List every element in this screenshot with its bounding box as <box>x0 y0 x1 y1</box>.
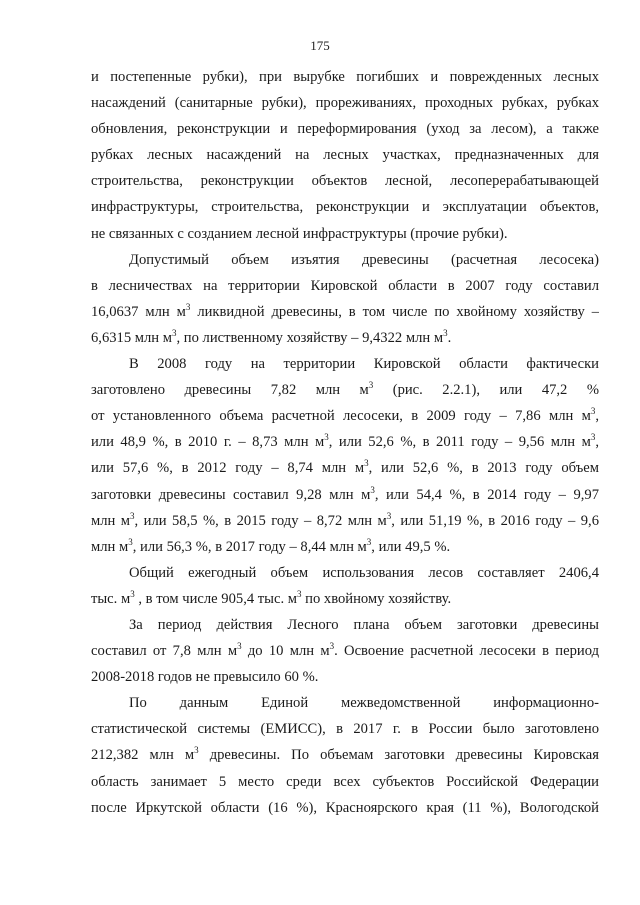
superscript: 3 <box>329 641 335 652</box>
text-segment: или 48,9 %, в 2010 г. – 8,73 млн м <box>91 434 325 451</box>
superscript: 3 <box>194 745 199 756</box>
text-line: По данным Единой межведомственной информационно- <box>129 695 599 712</box>
text-segment: , или 52,6 %, в 2013 году объем <box>368 460 599 477</box>
page-number: 175 <box>310 38 330 53</box>
text-segment: (рис. 2.2.1), или 47,2 % <box>373 382 599 399</box>
text-segment: заготовлено древесины 7,82 млн м <box>91 382 369 399</box>
text-line: Допустимый объем изъятия древесины (расчетная лесосека) <box>129 251 599 268</box>
text-line <box>91 638 599 664</box>
superscript: 3 <box>128 536 133 547</box>
text-segment: заготовки древесины составил 9,28 млн м <box>91 486 371 503</box>
superscript: 3 <box>370 484 375 495</box>
text-segment: 212,382 млн м <box>91 747 195 764</box>
text-line: после Иркутской области (16 %), Красноярского края (11 %), Вологодской <box>91 799 599 816</box>
superscript: 3 <box>590 406 596 417</box>
text-line <box>91 455 599 481</box>
text-segment: или 57,6 %, в 2012 году – 8,74 млн м <box>91 460 365 477</box>
superscript: 3 <box>443 327 448 338</box>
text-segment: , <box>595 408 599 425</box>
text-segment: древесины. По объемам заготовки древесины Кировская <box>198 747 599 764</box>
superscript: 3 <box>130 588 135 599</box>
text-line <box>91 742 599 768</box>
text-line: За период действия Лесного плана объем заготовки древесины <box>129 616 599 633</box>
text-line <box>91 403 599 429</box>
superscript: 3 <box>172 327 177 338</box>
text-segment: , <box>595 434 599 451</box>
text-line <box>91 586 599 612</box>
text-line: обновления, реконструкции и переформирования (уход за лесом), а также <box>91 121 599 138</box>
text-segment: тыс. м <box>91 590 131 607</box>
text-line: 2008-2018 годов не превысило 60 %. <box>91 669 319 686</box>
text-segment: составил от 7,8 млн м <box>91 643 238 660</box>
text-line <box>91 482 599 508</box>
text-line <box>91 534 599 560</box>
text-line <box>91 429 599 455</box>
superscript: 3 <box>297 588 302 599</box>
text-line: рубках лесных насаждений на лесных участках, предназначенных для <box>91 147 599 164</box>
text-segment: , или 49,5 %. <box>371 538 451 555</box>
superscript: 3 <box>366 536 372 547</box>
text-segment: млн м <box>91 512 131 529</box>
text-line: насаждений (санитарные рубки), прореживаниях, проходных рубках, рубках <box>91 95 599 112</box>
text-segment: , в том числе 905,4 тыс. м <box>134 590 297 607</box>
text-segment: , или 56,3 %, в 2017 году – 8,44 млн м <box>132 538 367 555</box>
text-line <box>91 377 599 403</box>
text-segment: 6,6315 млн м <box>91 329 172 346</box>
text-line: строительства, реконструкции объектов лесной, лесоперерабатывающей <box>91 173 599 190</box>
superscript: 3 <box>130 510 135 521</box>
superscript: 3 <box>368 380 374 391</box>
text-segment: . Освоение расчетной лесосеки в период <box>334 643 599 660</box>
text-line: и постепенные рубки), при вырубке погибших и поврежденных лесных <box>91 69 599 85</box>
text-segment: , по лиственному хозяйству – 9,4322 млн м <box>176 329 444 346</box>
superscript: 3 <box>324 432 329 443</box>
text-line <box>91 325 599 351</box>
text-line: в лесничествах на территории Кировской области в 2007 году составил <box>91 277 599 294</box>
text-segment: по хвойному хозяйству. <box>301 590 452 607</box>
superscript: 3 <box>185 301 191 312</box>
text-segment: , или 51,19 %, в 2016 году – 9,6 <box>391 512 599 529</box>
body-text <box>91 64 599 821</box>
superscript: 3 <box>364 458 369 469</box>
text-segment: млн м <box>91 538 129 555</box>
text-line: область занимает 5 место среди всех субъектов Российской Федерации <box>91 773 599 790</box>
text-line: инфраструктуры, строительства, реконструкции и эксплуатации объектов, <box>91 199 599 216</box>
superscript: 3 <box>237 641 242 652</box>
text-line: В 2008 году на территории Кировской области фактически <box>129 356 599 373</box>
text-segment: от установленного объема расчетной лесосеки, в 2009 году – 7,86 млн м <box>91 408 591 425</box>
text-line: Общий ежегодный объем использования лесов составляет 2406,4 <box>129 564 599 581</box>
superscript: 3 <box>386 510 392 521</box>
text-segment: , или 58,5 %, в 2015 году – 8,72 млн м <box>134 512 387 529</box>
text-segment: , или 52,6 %, в 2011 году – 9,56 млн м <box>328 434 591 451</box>
superscript: 3 <box>590 432 596 443</box>
text-segment: . <box>447 329 452 346</box>
text-line: статистической системы (ЕМИСС), в 2017 г. в России было заготовлено <box>91 721 599 738</box>
text-segment: , или 54,4 %, в 2014 году – 9,97 <box>374 486 599 503</box>
text-line <box>91 508 599 534</box>
text-line: не связанных с созданием лесной инфраструктуры (прочие рубки). <box>91 225 508 242</box>
text-segment: ликвидной древесины, в том числе по хвойному хозяйству – <box>190 303 599 320</box>
text-segment: до 10 млн м <box>241 643 330 660</box>
text-line <box>91 299 599 325</box>
text-segment: 16,0637 млн м <box>91 303 186 320</box>
